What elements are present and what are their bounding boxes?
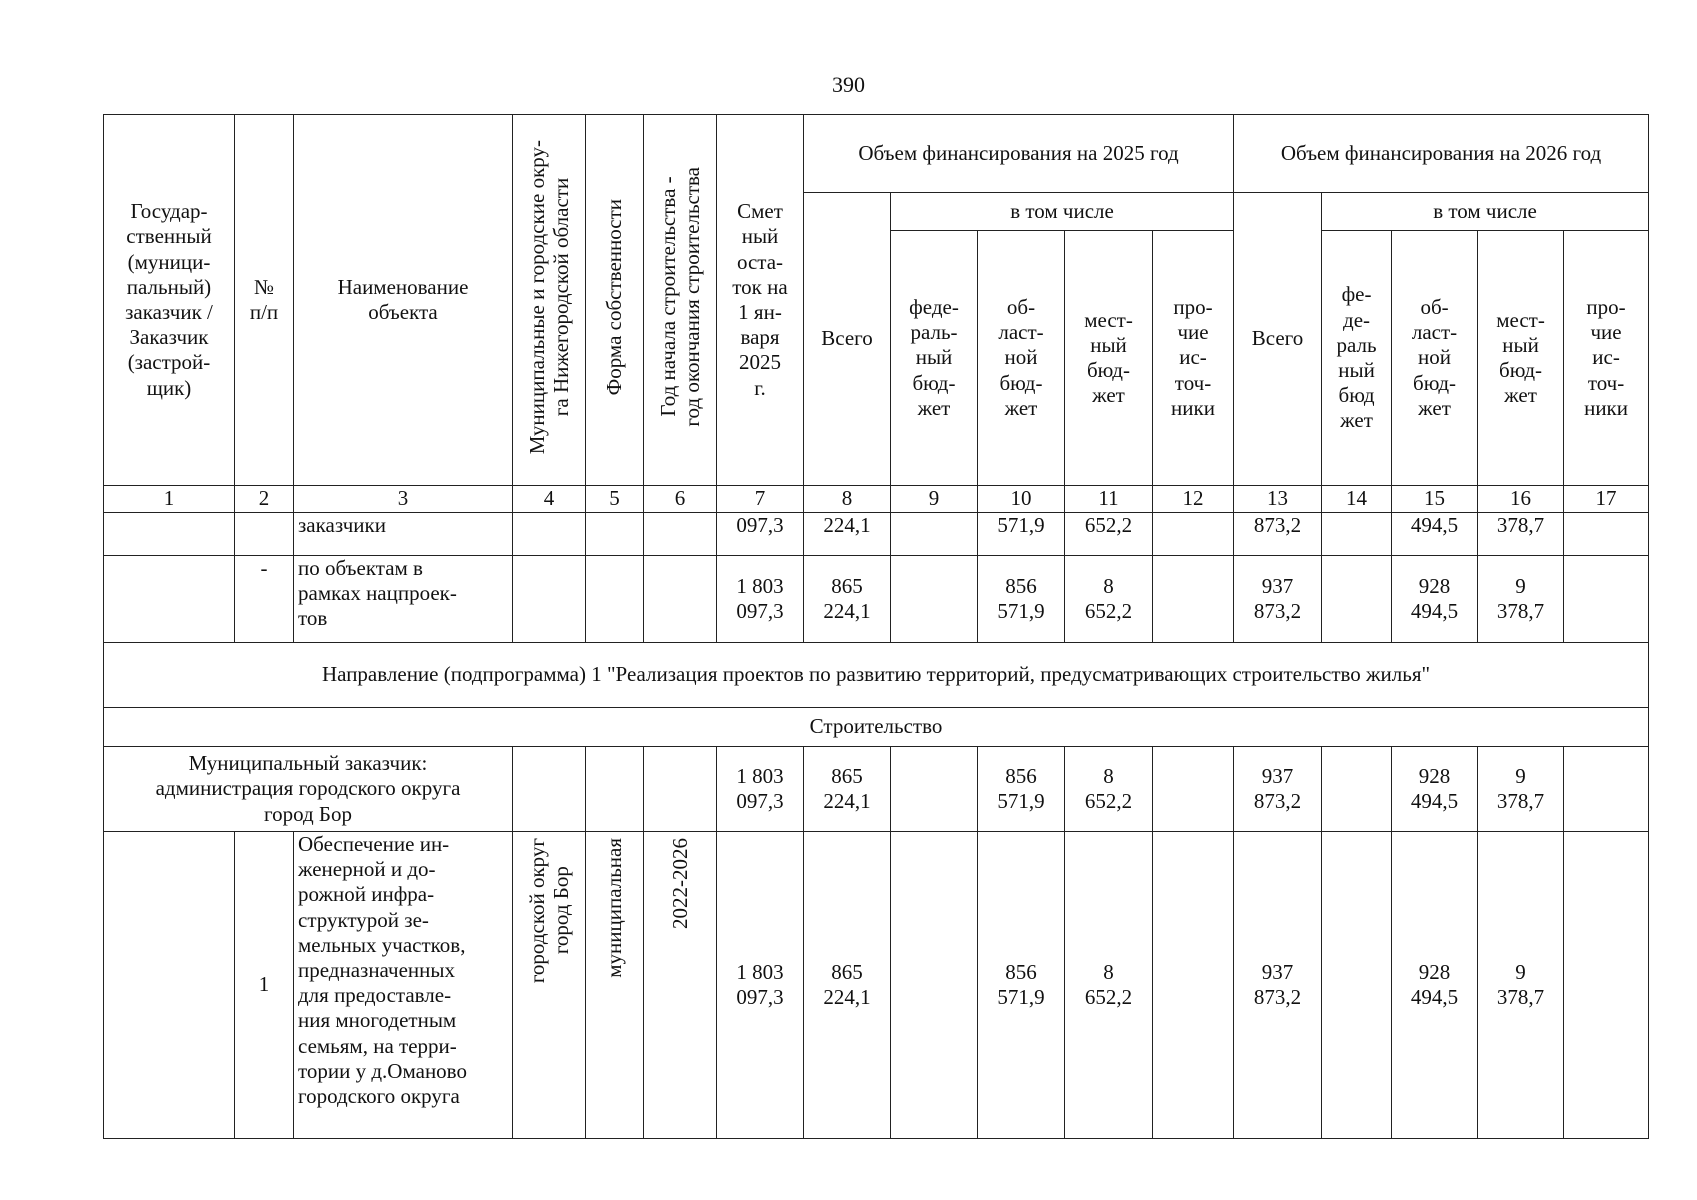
cell-district <box>513 832 586 1139</box>
header-financing-2025: Объем финансирования на 2025 год <box>804 115 1234 193</box>
cell-regional-2025: 856 571,9 <box>978 747 1065 832</box>
cell-regional-2025: 571,9 <box>978 513 1065 556</box>
cell-regional-2025: 856 571,9 <box>978 556 1065 643</box>
page-number: 390 <box>832 72 865 97</box>
cell-total-2025: 865 224,1 <box>804 556 891 643</box>
col-number: 12 <box>1153 486 1234 513</box>
cell-years-text: 2022-2026 <box>667 838 692 929</box>
cell-regional-2026: 928 494,5 <box>1392 556 1478 643</box>
col-number: 5 <box>586 486 644 513</box>
cell-local-2026: 9 378,7 <box>1478 556 1564 643</box>
header-local-2026: мест- ный бюд- жет <box>1478 231 1564 486</box>
col-number: 10 <box>978 486 1065 513</box>
cell-other-2026 <box>1564 832 1649 1139</box>
cell-local-2026: 378,7 <box>1478 513 1564 556</box>
header-district <box>513 115 586 486</box>
cell-customer <box>104 513 235 556</box>
cell-other-2025 <box>1153 513 1234 556</box>
col-number: 13 <box>1234 486 1322 513</box>
col-number: 2 <box>235 486 294 513</box>
cell-object-name: Обеспечение ин- женерной и до- рожной инфра- структурой зе- мельных участков, предназначенных для предоставле- ния многодетным семьям, на терри- тории у д.Оманово городского округа <box>294 832 513 1139</box>
cell-years <box>644 832 717 1139</box>
header-estimate: Смет ный оста- ток на 1 ян- варя 2025 г. <box>717 115 804 486</box>
cell-estimate: 1 803 097,3 <box>717 747 804 832</box>
financing-table <box>103 114 1649 1139</box>
cell-other-2026 <box>1564 747 1649 832</box>
cell-total-2026: 937 873,2 <box>1234 556 1322 643</box>
header-financing-2026: Объем финансирования на 2026 год <box>1234 115 1649 193</box>
cell-estimate: 1 803 097,3 <box>717 556 804 643</box>
header-district-text: Муниципальные и городские окру- га Нижегородской области <box>524 139 573 455</box>
cell-federal-2025 <box>891 832 978 1139</box>
header-number: № п/п <box>235 115 294 486</box>
column-number-row <box>104 486 1649 513</box>
header-ownership-text: Форма собственности <box>602 198 627 396</box>
cell-federal-2025 <box>891 747 978 832</box>
cell-district <box>513 513 586 556</box>
cell-regional-2026: 494,5 <box>1392 513 1478 556</box>
col-number: 14 <box>1322 486 1392 513</box>
subsection-title: Строительство <box>104 708 1649 747</box>
cell-district <box>513 556 586 643</box>
cell-estimate: 097,3 <box>717 513 804 556</box>
cell-ownership-text: муниципальная <box>602 838 627 978</box>
header-regional-2026: об- ласт- ной бюд- жет <box>1392 231 1478 486</box>
cell-regional-2026: 928 494,5 <box>1392 832 1478 1139</box>
cell-ownership <box>586 513 644 556</box>
cell-regional-2026: 928 494,5 <box>1392 747 1478 832</box>
header-including-2026: в том числе <box>1322 193 1649 231</box>
cell-local-2025: 8 652,2 <box>1065 832 1153 1139</box>
cell-total-2025: 224,1 <box>804 513 891 556</box>
header-other-2025: про- чие ис- точ- ники <box>1153 231 1234 486</box>
cell-years <box>644 556 717 643</box>
cell-other-2026 <box>1564 513 1649 556</box>
col-number: 4 <box>513 486 586 513</box>
cell-other-2025 <box>1153 556 1234 643</box>
col-number: 6 <box>644 486 717 513</box>
header-including-2025: в том числе <box>891 193 1234 231</box>
cell-federal-2026 <box>1322 556 1392 643</box>
cell-object-name: заказчики <box>294 513 513 556</box>
header-ownership <box>586 115 644 486</box>
cell-federal-2025 <box>891 556 978 643</box>
cell-ownership <box>586 832 644 1139</box>
cell-total-2026: 873,2 <box>1234 513 1322 556</box>
col-number: 8 <box>804 486 891 513</box>
col-number: 3 <box>294 486 513 513</box>
cell-district-text: городской округ город Бор <box>524 838 573 984</box>
header-total-2026: Всего <box>1234 193 1322 486</box>
cell-total-2026: 937 873,2 <box>1234 747 1322 832</box>
cell-customer <box>104 556 235 643</box>
header-federal-2026: фе- де- раль ный бюд жет <box>1322 231 1392 486</box>
section-title: Направление (подпрограмма) 1 "Реализация проектов по развитию территорий, предусматривающих строительство жилья" <box>104 643 1649 708</box>
cell-local-2026: 9 378,7 <box>1478 832 1564 1139</box>
section-row <box>104 643 1649 708</box>
table-row <box>104 832 1649 1139</box>
header-regional-2025: об- ласт- ной бюд- жет <box>978 231 1065 486</box>
table-row <box>104 747 1649 832</box>
cell-local-2026: 9 378,7 <box>1478 747 1564 832</box>
cell-local-2025: 8 652,2 <box>1065 556 1153 643</box>
cell-number: 1 <box>235 832 294 1139</box>
col-number: 16 <box>1478 486 1564 513</box>
cell-regional-2025: 856 571,9 <box>978 832 1065 1139</box>
col-number: 11 <box>1065 486 1153 513</box>
cell-federal-2026 <box>1322 832 1392 1139</box>
cell-estimate: 1 803 097,3 <box>717 832 804 1139</box>
cell-total-2026: 937 873,2 <box>1234 832 1322 1139</box>
cell-municipal-customer: Муниципальный заказчик: администрация городского округа город Бор <box>104 747 513 832</box>
cell-other-2025 <box>1153 747 1234 832</box>
table-row <box>104 513 1649 556</box>
header-local-2025: мест- ный бюд- жет <box>1065 231 1153 486</box>
cell-total-2025: 865 224,1 <box>804 832 891 1139</box>
cell-total-2025: 865 224,1 <box>804 747 891 832</box>
header-federal-2025: феде- раль- ный бюд- жет <box>891 231 978 486</box>
cell-local-2025: 652,2 <box>1065 513 1153 556</box>
header-object-name: Наименование объекта <box>294 115 513 486</box>
cell-ownership <box>586 556 644 643</box>
header-row-1 <box>104 115 1649 193</box>
cell-federal-2026 <box>1322 513 1392 556</box>
header-customer: Государ- ственный (муници- пальный) заказчик / Заказчик (застрой- щик) <box>104 115 235 486</box>
table-row <box>104 556 1649 643</box>
cell-other-2026 <box>1564 556 1649 643</box>
cell-number: - <box>235 556 294 643</box>
header-years <box>644 115 717 486</box>
col-number: 17 <box>1564 486 1649 513</box>
col-number: 15 <box>1392 486 1478 513</box>
cell-district <box>513 747 586 832</box>
col-number: 7 <box>717 486 804 513</box>
header-other-2026: про- чие ис- точ- ники <box>1564 231 1649 486</box>
cell-federal-2025 <box>891 513 978 556</box>
cell-local-2025: 8 652,2 <box>1065 747 1153 832</box>
col-number: 1 <box>104 486 235 513</box>
subsection-row <box>104 708 1649 747</box>
cell-object-name: по объектам в рамках нацпроек- тов <box>294 556 513 643</box>
col-number: 9 <box>891 486 978 513</box>
cell-number <box>235 513 294 556</box>
cell-years <box>644 513 717 556</box>
cell-years <box>644 747 717 832</box>
header-total-2025: Всего <box>804 193 891 486</box>
cell-ownership <box>586 747 644 832</box>
header-years-text: Год начала строительства - год окончания строительства <box>655 167 704 427</box>
cell-customer <box>104 832 235 1139</box>
cell-other-2025 <box>1153 832 1234 1139</box>
cell-federal-2026 <box>1322 747 1392 832</box>
